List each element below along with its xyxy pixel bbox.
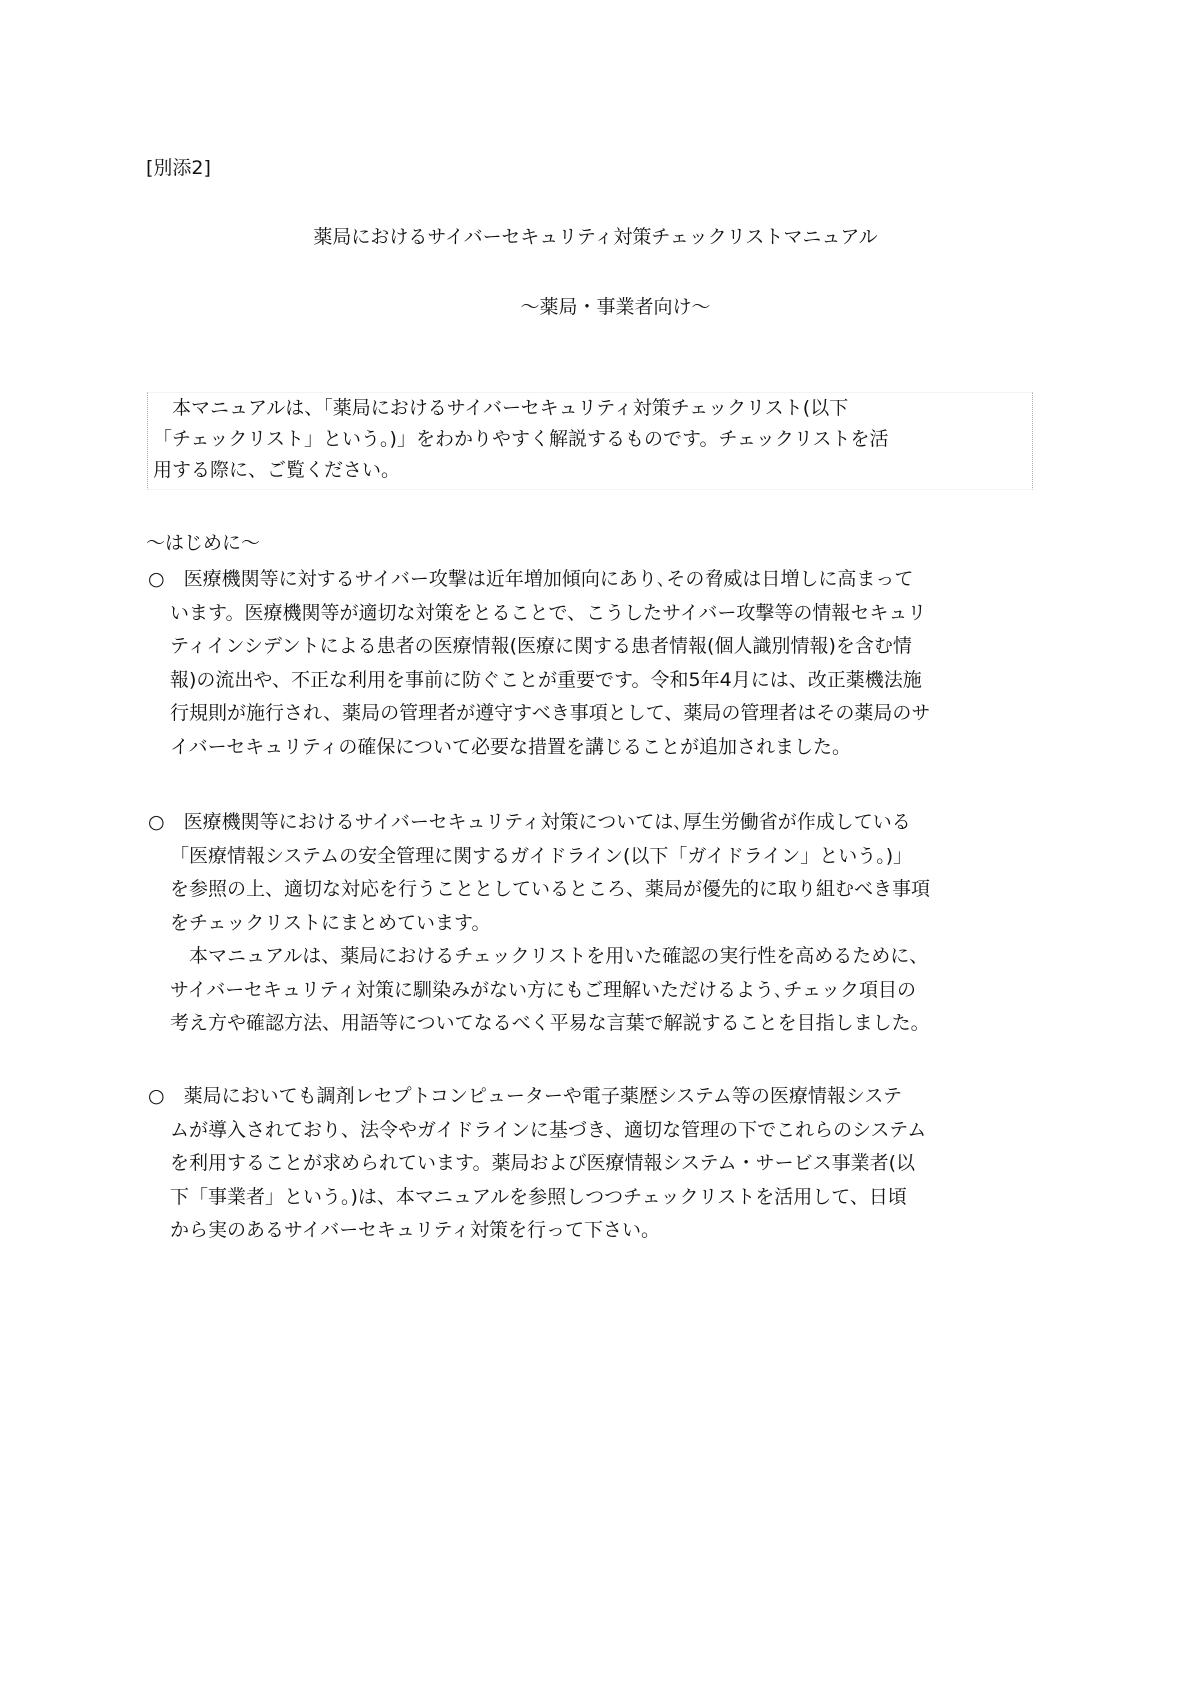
- intro-line: 「チェックリスト」という。)」をわかりやすく解説するものです。チェックリストを活: [153, 428, 889, 450]
- section-heading: 〜はじめに〜: [146, 532, 261, 554]
- document-subtitle: 〜薬局・事業者向け〜: [520, 296, 711, 318]
- paragraph-line: を参照の上、適切な対応を行うこととしているところ、薬局が優先的に取り組むべき事項: [170, 878, 931, 900]
- paragraph-line: 行規則が施行され、薬局の管理者が遵守すべき事項として、薬局の管理者はその薬局のサ: [170, 702, 931, 724]
- paragraph-line: を利用することが求められています。薬局および医療情報システム・サービス事業者(以: [170, 1152, 915, 1174]
- paragraph-line: 下「事業者」という。)は、本マニュアルを参照しつつチェックリストを活用して、日頃: [170, 1185, 907, 1208]
- intro-line: 本マニュアルは、「薬局におけるサイバーセキュリティ対策チェックリスト(以下: [153, 397, 849, 419]
- paragraph-line: 報)の流出や、不正な利用を事前に防ぐことが重要です。令和5年4月には、改正薬機法施: [170, 668, 922, 691]
- paragraph-line: から実のあるサイバーセキュリティ対策を行って下さい。: [170, 1219, 661, 1241]
- paragraph-1: [148, 563, 1038, 764]
- paragraph-line: 「医療情報システムの安全管理に関するガイドライン(以下「ガイドライン」という。)」: [170, 844, 913, 867]
- paragraph-line: サイバーセキュリティ対策に馴染みがない方にもご理解いただけるよう､チェック項目の: [170, 978, 916, 1001]
- paragraph-line: います。医療機関等が適切な対策をとることで、こうしたサイバー攻撃等の情報セキュリ: [170, 601, 927, 624]
- paragraph-line: をチェックリストにまとめています。: [170, 911, 491, 934]
- paragraph-line: ティインシデントによる患者の医療情報(医療に関する患者情報(個人識別情報)を含む情: [170, 635, 912, 657]
- paragraph-3: [148, 1080, 1038, 1248]
- attachment-label: [別添2]: [146, 157, 211, 179]
- intro-box: [147, 392, 1033, 490]
- paragraph-line: ○ 医療機関等におけるサイバーセキュリティ対策については､厚生労働省が作成している: [148, 811, 911, 833]
- intro-line: 用する際に、ご覧ください。: [153, 459, 401, 481]
- paragraph-line: イバーセキュリティの確保について必要な措置を講じることが追加されました。: [170, 735, 851, 758]
- document-title: 薬局におけるサイバーセキュリティ対策チェックリストマニュアル: [313, 226, 878, 248]
- paragraph-line: ○ 医療機関等に対するサイバー攻撃は近年増加傾向にあり､その脅威は日増しに高まって: [148, 568, 914, 590]
- paragraph-line: ムが導入されており、法令やガイドラインに基づき、適切な管理の下でこれらのシステム: [170, 1118, 927, 1141]
- paragraph-line: 考え方や確認方法、用語等についてなるべく平易な言葉で解説することを目指しました。: [170, 1012, 930, 1034]
- paragraph-2: [148, 806, 1038, 1041]
- paragraph-line: ○ 薬局においても調剤レセプトコンピューターや電子薬歴システム等の医療情報システ: [148, 1085, 902, 1107]
- paragraph-line: 本マニュアルは、薬局におけるチェックリストを用いた確認の実行性を高めるために、: [170, 945, 929, 967]
